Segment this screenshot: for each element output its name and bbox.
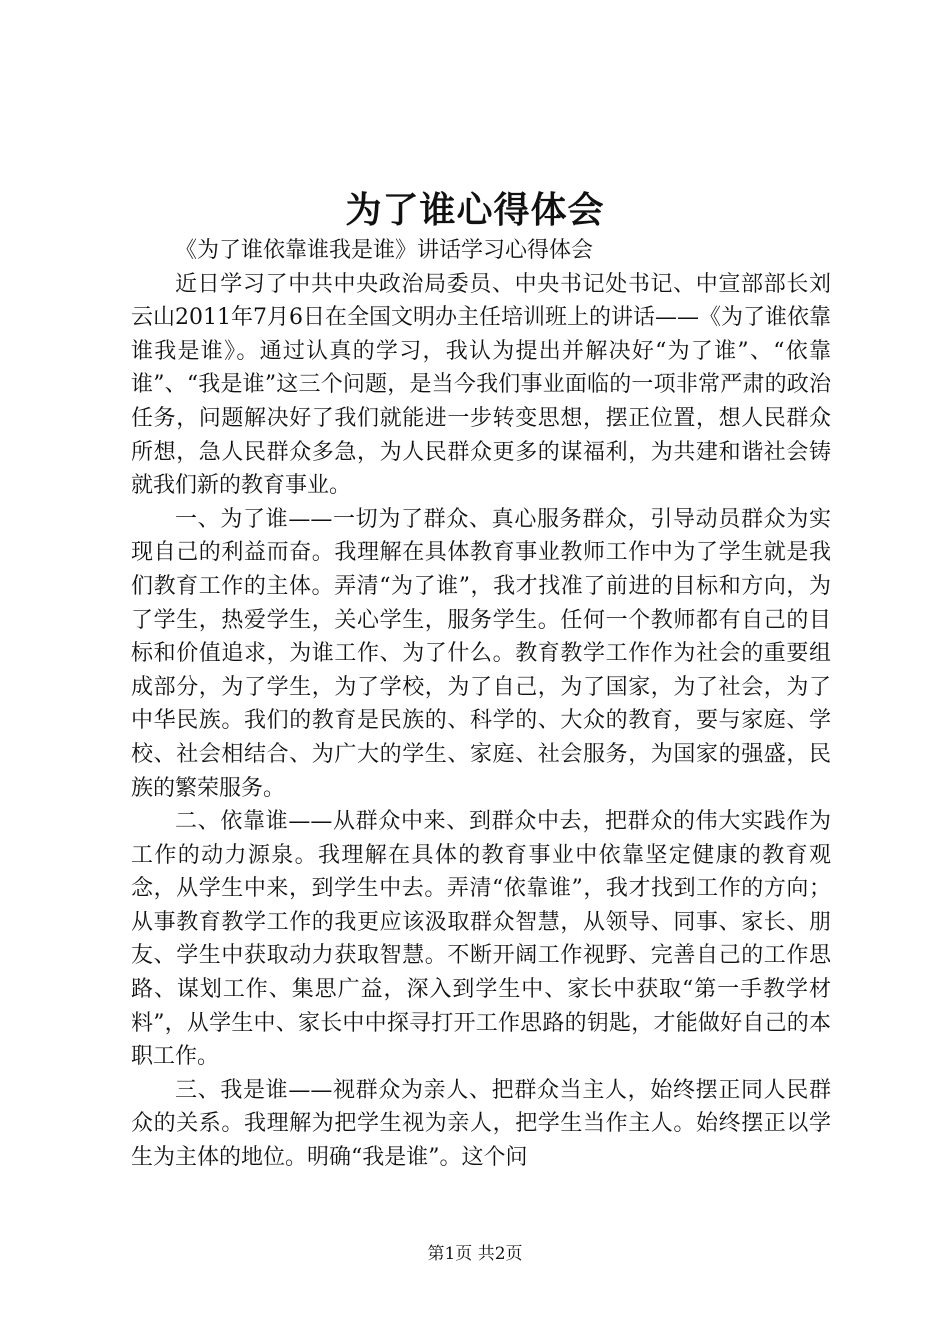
paragraph-who-am-i: 三、我是谁——视群众为亲人、把群众当主人，始终摆正同人民群众的关系。我理解为把学生视为亲人，把学生当作主人。始终摆正以学生为主体的地位。明确“我是谁”。这个问 [131, 1077, 831, 1171]
document-body [131, 234, 831, 1175]
page-footer: 第1页 共2页 [427, 1244, 523, 1264]
paragraph-rely-on-whom: 二、依靠谁——从群众中来、到群众中去，把群众的伟大实践作为工作的动力源泉。我理解在具体的教育事业中依靠坚定健康的教育观念，从学生中来，到学生中去。弄清“依靠谁”，我才找到工作的方向；从事教育教学工作的我更应该汲取群众智慧，从领导、同事、家长、朋友、学生中获取动力获取智慧。不断开阔工作视野、完善自己的工作思路、谋划工作、集思广益，深入到学生中、家长中获取“第一手教学材料”，从学生中、家长中中探寻打开工作思路的钥匙，才能做好自己的本职工作。 [131, 809, 831, 1070]
document-subtitle: 《为了谁依靠谁我是谁》讲话学习心得体会 [175, 238, 594, 263]
paragraph-intro: 近日学习了中共中央政治局委员、中央书记处书记、中宣部部长刘云山2011年7月6日在全国文明办主任培训班上的讲话——《为了谁依靠谁我是谁》。通过认真的学习，我认为提出并解决好“为了谁”、“依靠谁”、“我是谁”这三个问题，是当今我们事业面临的一项非常严肃的政治任务，问题解决好了我们就能进一步转变思想，摆正位置，想人民群众所想，急人民群众多急，为人民群众更多的谋福利，为共建和谐社会铸就我们新的教育事业。 [131, 271, 831, 499]
document-title: 为了谁心得体会 [345, 189, 605, 231]
paragraph-for-whom: 一、为了谁——一切为了群众、真心服务群众，引导动员群众为实现自己的利益而奋。我理解在具体教育事业教师工作中为了学生就是我们教育工作的主体。弄清“为了谁”，我才找准了前进的目标和方向，为了学生，热爱学生，关心学生，服务学生。任何一个教师都有自己的目标和价值追求，为谁工作、为了什么。教育教学工作作为社会的重要组成部分，为了学生，为了学校，为了自己，为了国家，为了社会，为了中华民族。我们的教育是民族的、科学的、大众的教育，要与家庭、学校、社会相结合、为广大的学生、家庭、社会服务，为国家的强盛，民族的繁荣服务。 [131, 506, 831, 801]
